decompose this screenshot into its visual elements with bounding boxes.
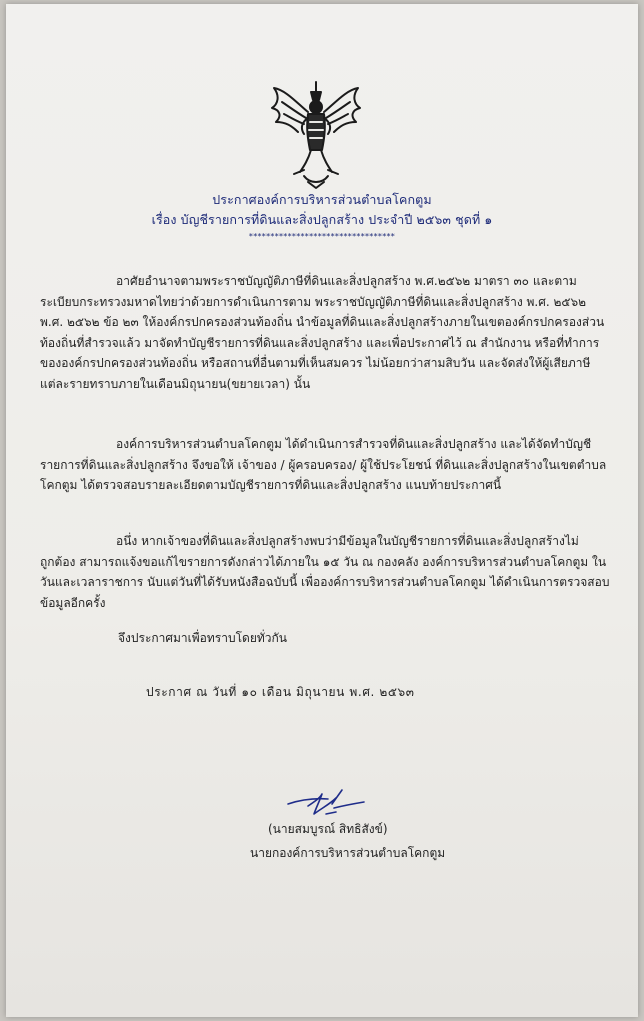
announcement-date: ประกาศ ณ วันที่ ๑๐ เดือน มิถุนายน พ.ศ. ๒๕๖๓: [146, 685, 415, 699]
paragraph-line: โคกตูม ได้ตรวจสอบรายละเอียดตามบัญชีรายการที่ดินและสิ่งปลูกสร้าง แนบท้ายประกาศนี้: [40, 478, 502, 492]
paragraph-line: ระเบียบกระทรวงมหาดไทยว่าด้วยการดำเนินการตาม พระราชบัญญัติภาษีที่ดินและสิ่งปลูกสร้าง พ.ศ. ๒๕๖๒: [40, 294, 587, 309]
paragraph-line: องค์การบริหารส่วนตำบลโคกตูม ได้ดำเนินการสำรวจที่ดินและสิ่งปลูกสร้าง และได้จัดทำบัญชี: [116, 437, 592, 451]
paragraph-line: ข้อมูลอีกครั้ง: [40, 595, 106, 610]
paragraph-line: พ.ศ. ๒๕๖๒ ข้อ ๒๓ ให้องค์กรปกครองส่วนท้องถิ่น นำข้อมูลที่ดินและสิ่งปลูกสร้างภายในเขตองค์กรปกครองส่วน: [40, 315, 605, 329]
garuda-emblem-icon: [264, 78, 368, 190]
star-separator: **********************************: [248, 232, 396, 241]
announcement-subject: เรื่อง บัญชีรายการที่ดินและสิ่งปลูกสร้าง ประจำปี ๒๕๖๓ ชุดที่ ๑: [151, 212, 493, 227]
paragraph-line: วันและเวลาราชการ นับแต่วันที่ได้รับหนังสือฉบับนี้ เพื่อองค์การบริหารส่วนตำบลโคกตูม ได้ดำเนินการตรวจสอบ: [40, 575, 610, 589]
paragraph-line: แต่ละรายทราบภายในเดือนมิถุนายน(ขยายเวลา) นั้น: [40, 376, 311, 391]
announcement-document: [6, 4, 638, 1017]
paragraph-line: ขององค์กรปกครองส่วนท้องถิ่น หรือสถานที่อื่นตามที่เห็นสมควร ไม่น้อยกว่าสามสิบวัน และจัดส่งให้ผู้เสียภาษี: [40, 356, 591, 370]
signatory-name: (นายสมบูรณ์ สิทธิสังข์): [268, 822, 388, 836]
signatory-position: นายกองค์การบริหารส่วนตำบลโคกตูม: [250, 846, 446, 860]
paragraph-survey: [40, 434, 614, 496]
paragraph-line: รายการที่ดินและสิ่งปลูกสร้าง จึงขอให้ เจ้าของ / ผู้ครอบครอง/ ผู้ใช้ประโยชน์ ที่ดินและสิ่งปลูกสร้างในเขตตำบล: [40, 457, 607, 472]
closing-statement: จึงประกาศมาเพื่อทราบโดยทั่วกัน: [118, 631, 287, 645]
paragraph-correction: [40, 531, 614, 613]
paragraph-line: ท้องถิ่นที่สำรวจแล้ว มาจัดทำบัญชีรายการที่ดินและสิ่งปลูกสร้าง และเพื่อประกาศไว้ ณ สำนักงาน หรือที่ทำการ: [40, 335, 600, 350]
paragraph-line: ถูกต้อง สามารถแจ้งขอแก้ไขรายการดังกล่าวได้ภายใน ๑๕ วัน ณ กองคลัง องค์การบริหารส่วนตำบลโคกตูม ใน: [40, 554, 607, 569]
paragraph-authority: [40, 271, 614, 394]
paragraph-line: อาศัยอำนาจตามพระราชบัญญัติภาษีที่ดินและสิ่งปลูกสร้าง พ.ศ.๒๕๖๒ มาตรา ๓๐ และตาม: [116, 274, 577, 288]
announcement-title: ประกาศองค์การบริหารส่วนตำบลโคกตูม: [212, 192, 432, 207]
paragraph-line: อนึ่ง หากเจ้าของที่ดินและสิ่งปลูกสร้างพบว่ามีข้อมูลในบัญชีรายการที่ดินและสิ่งปลูกสร้างไม่: [116, 534, 579, 548]
